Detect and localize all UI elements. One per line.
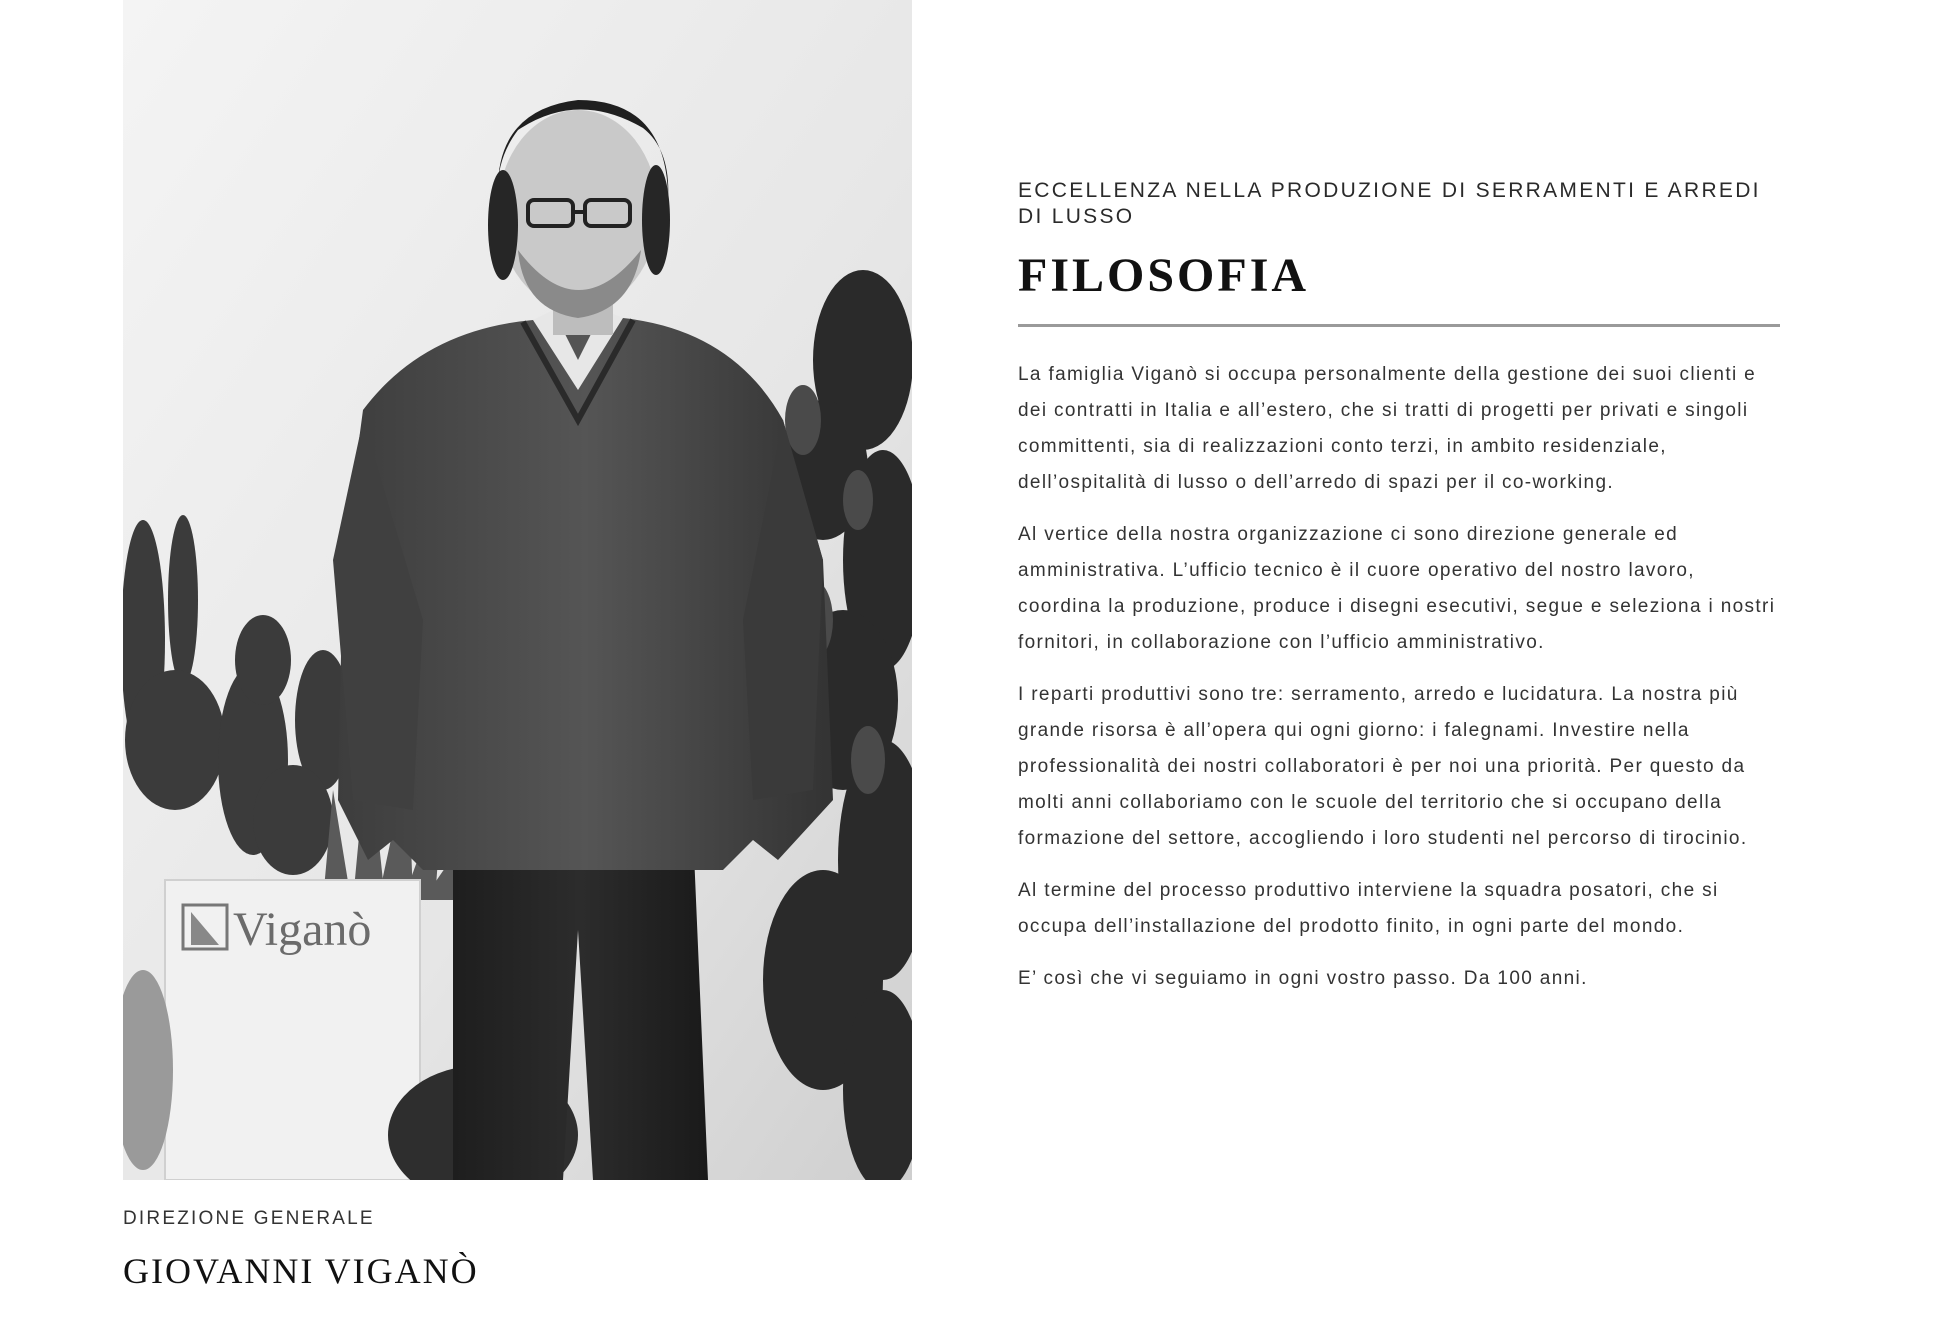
portrait-photo bbox=[123, 0, 912, 1180]
section-title: FILOSOFIA bbox=[1018, 249, 1310, 302]
person-name: GIOVANNI VIGANÒ bbox=[123, 1251, 479, 1291]
title-divider bbox=[1018, 324, 1780, 327]
section-body bbox=[1018, 357, 1781, 997]
paragraph-5: E’ così che vi seguiamo in ogni vostro passo. Da 100 anni. bbox=[1018, 968, 1588, 989]
philosophy-section bbox=[1018, 178, 1781, 1013]
paragraph-2: Al vertice della nostra organizzazione ci sono direzione generale ed amministrativa. L’ufficio tecnico è il cuore operativo del nostro lavoro, coordina la produzione, produce i disegni esecutivi, segue e seleziona i nostri fornitori, in collaborazione con l’ufficio amministrativo. bbox=[1018, 524, 1776, 653]
paragraph-4: Al termine del processo produttivo interviene la squadra posatori, che si occupa dell’installazione del prodotto finito, in ogni parte del mondo. bbox=[1018, 880, 1719, 937]
person-role: DIREZIONE GENERALE bbox=[123, 1208, 375, 1229]
portrait-illustration bbox=[123, 0, 912, 1180]
paragraph-3: I reparti produttivi sono tre: serramento, arredo e lucidatura. La nostra più grande risorsa è all’opera qui ogni giorno: i falegnami. Investire nella professionalità dei nostri collaboratori è per noi una priorità. Per questo da molti anni collaboriamo con le scuole del territorio che si occupano della formazione del settore, accogliendo i loro studenti nel percorso di tirocinio. bbox=[1018, 684, 1748, 849]
paragraph-1: La famiglia Viganò si occupa personalmente della gestione dei suoi clienti e dei contratti in Italia e all’estero, che si tratti di progetti per privati e singoli committenti, sia di realizzazioni conto terzi, in ambito residenziale, dell’ospitalità di lusso o dell’arredo di spazi per il co-working. bbox=[1018, 364, 1757, 493]
section-eyebrow: ECCELLENZA NELLA PRODUZIONE DI SERRAMENTI E ARREDI DI LUSSO bbox=[1018, 179, 1761, 228]
bag-logo-text: Viganò bbox=[233, 903, 372, 956]
